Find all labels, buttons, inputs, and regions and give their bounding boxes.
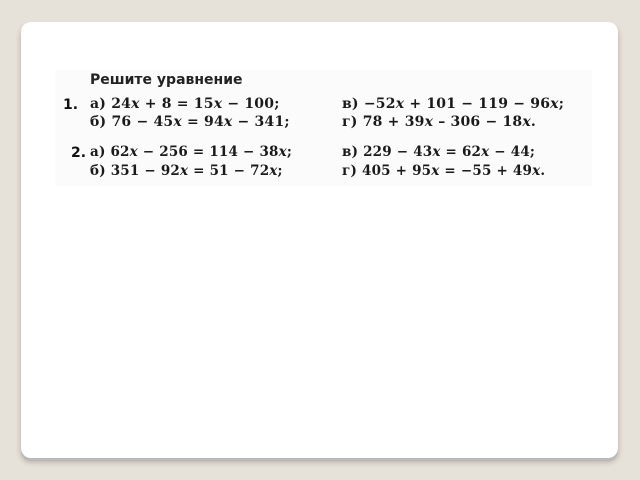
item-letter: б) — [90, 114, 107, 130]
equation-1a — [90, 96, 280, 112]
equation-text: 351 − 92x = 51 − 72x; — [110, 163, 283, 179]
item-letter: в) — [342, 144, 359, 160]
equation-1g — [342, 114, 536, 130]
equation-2b — [90, 163, 283, 179]
equation-2g — [342, 163, 545, 179]
equation-2a — [90, 144, 292, 160]
item-letter: г) — [342, 163, 358, 179]
task-number-1: 1. — [63, 97, 79, 113]
task-number-2: 2. — [71, 145, 87, 161]
equation-2v — [342, 144, 535, 160]
equation-text: 24x + 8 = 15x − 100; — [111, 96, 280, 112]
item-letter: а) — [90, 144, 106, 160]
equation-text: −52x + 101 − 119 − 96x; — [363, 96, 565, 112]
equation-text: 229 − 43x = 62x − 44; — [363, 144, 536, 160]
item-letter: г) — [342, 114, 358, 130]
page-title: Решите уравнение — [90, 72, 243, 88]
item-letter: б) — [90, 163, 106, 179]
equation-text: 62x − 256 = 114 − 38x; — [110, 144, 293, 160]
item-letter: а) — [90, 96, 107, 112]
equation-text: 76 − 45x = 94x − 341; — [111, 114, 290, 130]
equation-text: 405 + 95x = −55 + 49x. — [361, 163, 546, 179]
equation-text: 78 + 39x – 306 − 18x. — [362, 114, 536, 130]
equation-1b — [90, 114, 290, 130]
item-letter: в) — [342, 96, 359, 112]
equation-1v — [342, 96, 564, 112]
